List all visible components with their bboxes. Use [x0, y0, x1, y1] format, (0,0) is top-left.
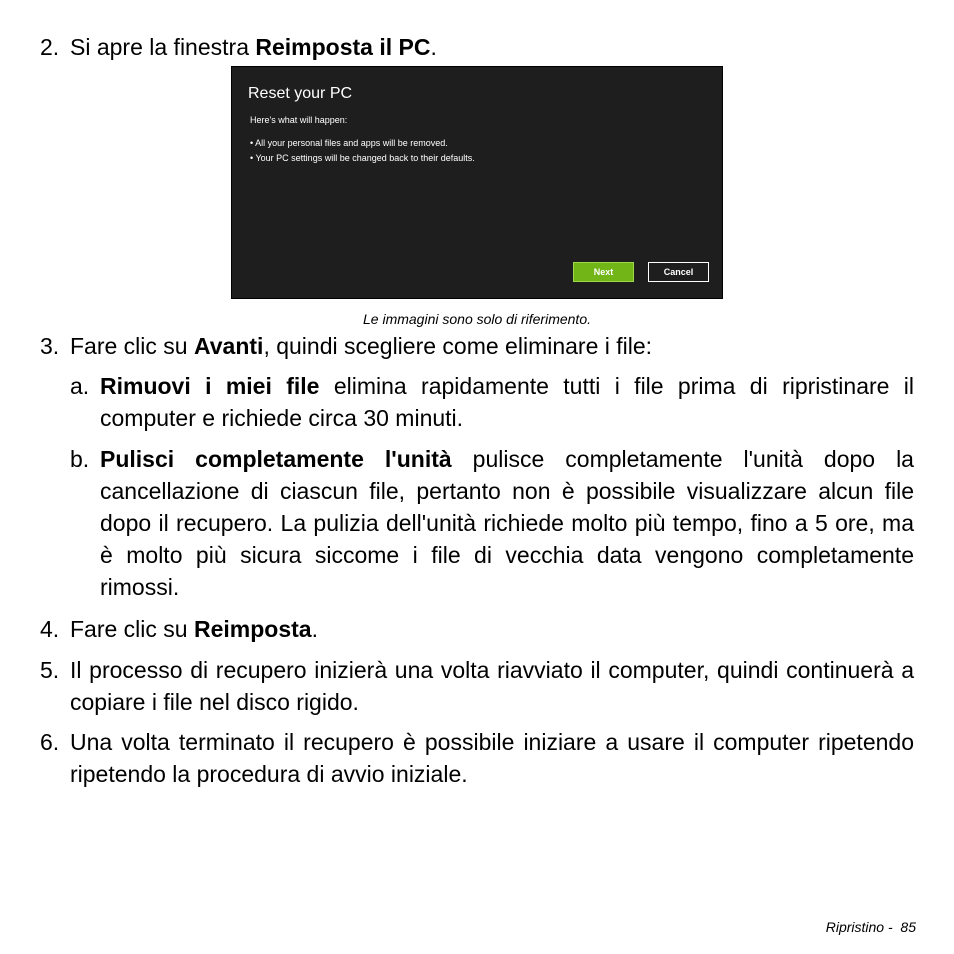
step-a-letter: a. — [70, 373, 90, 399]
reset-pc-screenshot — [231, 66, 723, 299]
step-6-text: Una volta terminato il recupero è possibile iniziare a usare il computer ripetendo ripetendo la procedura di avvio iniziale. — [70, 729, 914, 787]
step-b-body: pulisce completamente l'unità dopo la cancellazione di ciascun file, pertanto non è possibile visualizzare alcun file dopo il recupero. La pulizia dell'unità richiede molto più tempo, fino a 5 ore, ma è molto più sicura siccome i file di vecchia data vengono completamente rimossi. — [100, 446, 914, 600]
reset-pc-subtitle: Here's what will happen: — [250, 115, 348, 125]
cancel-button[interactable]: Cancel — [648, 262, 709, 282]
step-b-bold: Pulisci completamente l'unità — [100, 446, 452, 472]
step-a-text — [100, 370, 914, 434]
step-4-text — [70, 613, 318, 645]
step-b-text — [100, 443, 914, 603]
image-caption: Le immagini sono solo di riferimento. — [363, 311, 591, 327]
step-2-bold: Reimposta il PC — [255, 34, 431, 60]
step-3-number: 3. — [40, 333, 60, 359]
next-button[interactable]: Next — [573, 262, 634, 282]
step-2-post: . — [430, 34, 437, 60]
page-footer — [826, 918, 916, 936]
step-2-text — [70, 31, 437, 63]
step-6-number: 6. — [40, 729, 60, 755]
step-2-number: 2. — [40, 34, 60, 60]
step-4-number: 4. — [40, 616, 60, 642]
step-a-body: elimina rapidamente tutti i file prima di ripristinare il computer e richiede circa 30 minuti. — [100, 373, 915, 431]
footer-section: Ripristino - — [825, 919, 893, 935]
step-3-bold: Avanti — [193, 333, 264, 359]
step-a-bold: Rimuovi i miei file — [100, 373, 320, 399]
step-b-letter: b. — [70, 446, 90, 472]
reset-pc-title: Reset your PC — [248, 85, 353, 102]
step-4-pre: Fare clic su — [70, 616, 194, 642]
reset-pc-item: • All your personal files and apps will be removed. — [250, 138, 448, 148]
step-4-post: . — [311, 616, 318, 642]
reset-pc-item: • Your PC settings will be changed back to their defaults. — [250, 153, 475, 163]
step-2-pre: Si apre la finestra — [70, 34, 256, 60]
step-4-bold: Reimposta — [193, 616, 312, 642]
step-5-text: Il processo di recupero inizierà una volta riavviato il computer, quindi continuerà a copiare i file nel disco rigido. — [70, 657, 914, 715]
reset-pc-list — [250, 136, 475, 166]
step-3-post: , quindi scegliere come eliminare i file: — [263, 333, 653, 359]
step-3-pre: Fare clic su — [70, 333, 194, 359]
page-number: 85 — [900, 919, 916, 935]
step-5-number: 5. — [40, 657, 60, 683]
step-3-text — [70, 330, 652, 362]
